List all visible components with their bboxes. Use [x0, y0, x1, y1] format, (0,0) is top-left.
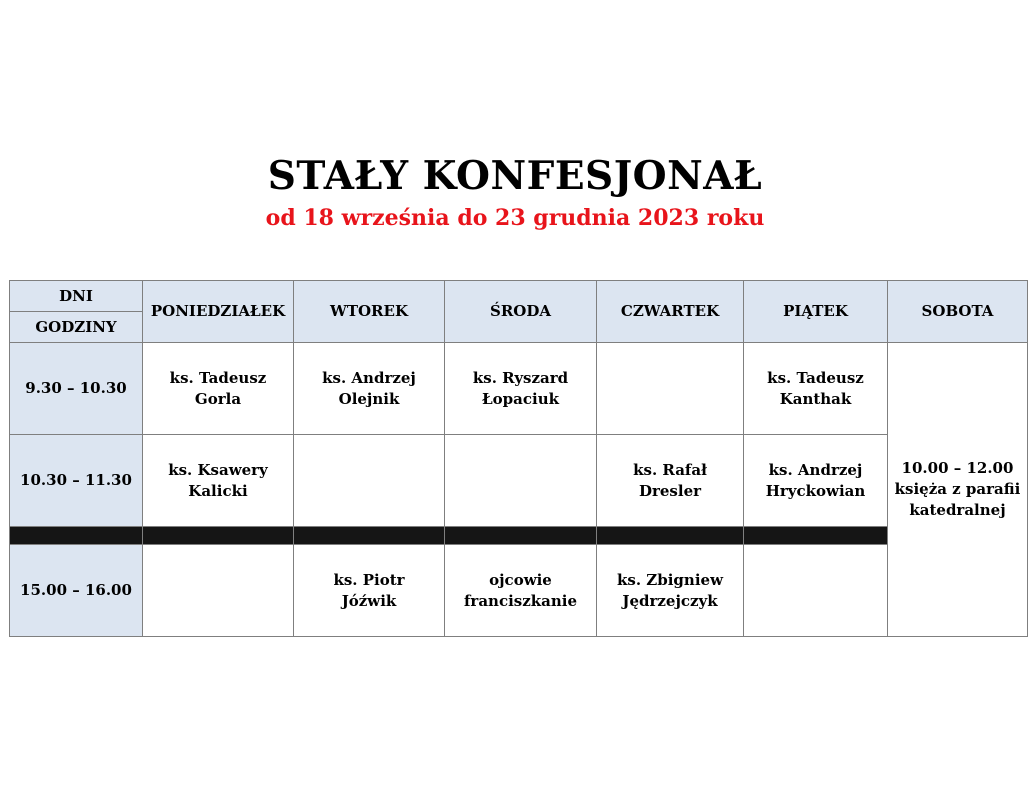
schedule-cell [143, 545, 294, 637]
schedule-cell [445, 435, 597, 527]
header-day-saturday: SOBOTA [888, 281, 1028, 343]
time-slot: 9.30 – 10.30 [10, 343, 143, 435]
schedule-cell [294, 435, 445, 527]
header-hours-label: GODZINY [10, 312, 143, 343]
schedule-cell: ks. Ksawery Kalicki [143, 435, 294, 527]
schedule-cell: ks. Ryszard Łopaciuk [445, 343, 597, 435]
break-separator-row [10, 527, 1028, 545]
separator-cell [143, 527, 294, 545]
schedule-cell: ks. Rafał Dresler [597, 435, 744, 527]
header-day-wednesday: ŚRODA [445, 281, 597, 343]
header-day-friday: PIĄTEK [744, 281, 888, 343]
saturday-cell: 10.00 – 12.00 księża z parafii katedralnej [888, 343, 1028, 637]
schedule-cell: ks. Andrzej Hryckowian [744, 435, 888, 527]
time-slot: 15.00 – 16.00 [10, 545, 143, 637]
schedule-cell [744, 545, 888, 637]
separator-cell [445, 527, 597, 545]
schedule-cell: ks. Andrzej Olejnik [294, 343, 445, 435]
page-title: STAŁY KONFESJONAŁ [267, 153, 763, 199]
table-row [10, 545, 1028, 637]
schedule-cell: ks. Tadeusz Kanthak [744, 343, 888, 435]
separator-cell [294, 527, 445, 545]
schedule-cell: ks. Tadeusz Gorla [143, 343, 294, 435]
header-day-thursday: CZWARTEK [597, 281, 744, 343]
separator-cell [10, 527, 143, 545]
separator-cell [744, 527, 888, 545]
header-day-tuesday: WTOREK [294, 281, 445, 343]
confession-schedule-table [9, 280, 1028, 637]
table-row [10, 435, 1028, 527]
separator-cell [597, 527, 744, 545]
schedule-cell: ks. Zbigniew Jędrzejczyk [597, 545, 744, 637]
time-slot: 10.30 – 11.30 [10, 435, 143, 527]
header-days-label: DNI [10, 281, 143, 312]
header-day-monday: PONIEDZIAŁEK [143, 281, 294, 343]
table-row [10, 343, 1028, 435]
schedule-cell [597, 343, 744, 435]
schedule-cell: ks. Piotr Jóźwik [294, 545, 445, 637]
date-range-subtitle: od 18 września do 23 grudnia 2023 roku [265, 205, 765, 231]
header-row [10, 281, 1028, 312]
schedule-cell: ojcowie franciszkanie [445, 545, 597, 637]
